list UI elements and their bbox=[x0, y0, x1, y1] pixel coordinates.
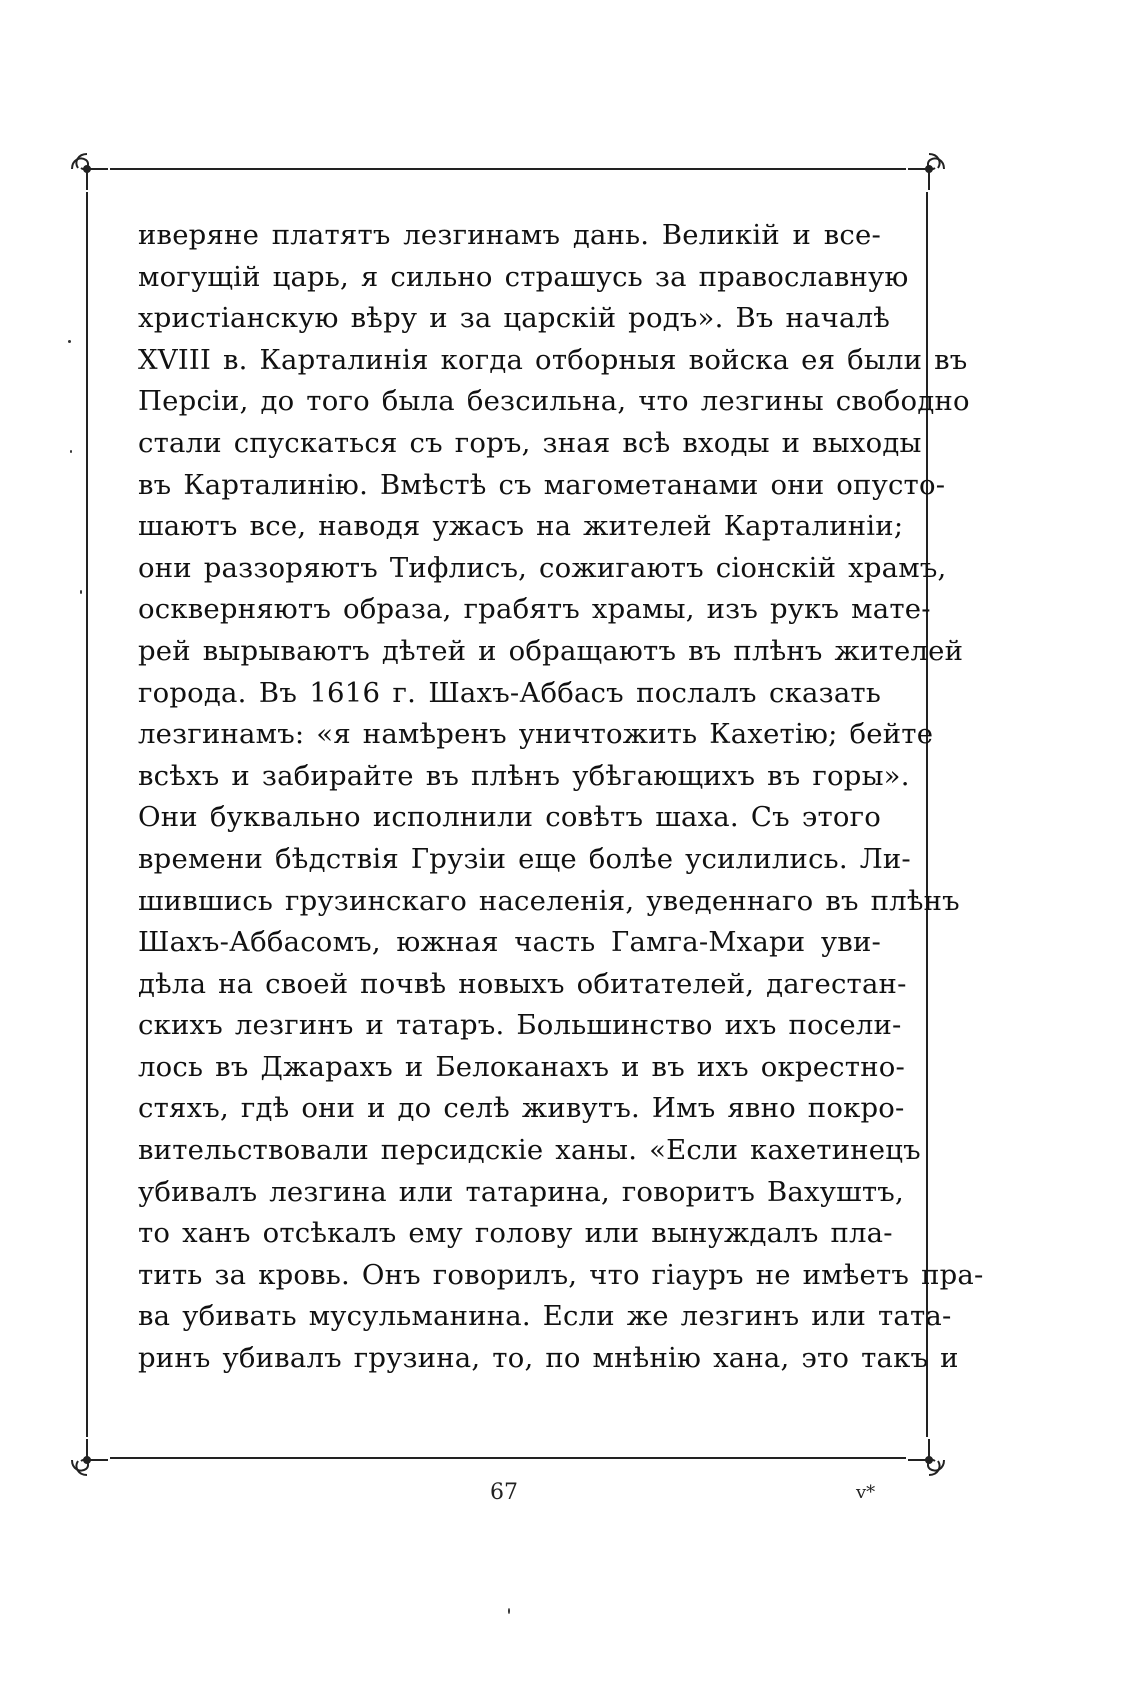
corner-ornament-icon bbox=[906, 146, 952, 192]
text-line: въ Карталинію. Вмѣстѣ съ магометанами они опусто- bbox=[138, 468, 946, 501]
text-line: то ханъ отсѣкалъ ему голову или вынуждалъ пла- bbox=[138, 1217, 893, 1250]
ink-speck bbox=[68, 340, 71, 343]
text-line: Персіи, до того была безсильна, что лезгины свободно bbox=[138, 385, 970, 418]
text-line: рей вырываютъ дѣтей и обращаютъ въ плѣнъ жителей bbox=[138, 634, 964, 667]
ink-speck bbox=[508, 1608, 510, 1614]
text-line: могущій царь, я сильно страшусь за православную bbox=[138, 260, 909, 293]
text-line: шившись грузинскаго населенія, уведеннаго въ плѣнъ bbox=[138, 884, 960, 917]
text-line: стали спускаться съ горъ, зная всѣ входы и выходы bbox=[138, 426, 922, 459]
text-line: убивалъ лезгина или татарина, говоритъ Вахуштъ, bbox=[138, 1175, 904, 1208]
text-line: всѣхъ и забирайте въ плѣнъ убѣгающихъ въ горы». bbox=[138, 759, 910, 792]
text-line: вительствовали персидскіе ханы. «Если кахетинецъ bbox=[138, 1134, 921, 1167]
text-line: XVIII в. Карталинія когда отборныя войска ея были въ bbox=[138, 343, 968, 376]
text-line: ринъ убивалъ грузина, то, по мнѣнію хана, это такъ и bbox=[138, 1342, 959, 1375]
text-line: дѣла на своей почвѣ новыхъ обитателей, дагестан- bbox=[138, 967, 907, 1000]
text-line: времени бѣдствія Грузіи еще болѣе усилились. Ли- bbox=[138, 842, 911, 875]
text-line: иверяне платятъ лезгинамъ дань. Великій и все- bbox=[138, 219, 881, 251]
corner-ornament-icon bbox=[906, 1437, 952, 1483]
text-line: шаютъ все, наводя ужасъ на жителей Карталиніи; bbox=[138, 510, 904, 543]
page-number: 67 bbox=[490, 1480, 518, 1505]
ink-speck bbox=[80, 590, 82, 594]
text-line: тить за кровь. Онъ говорилъ, что гіауръ не имѣетъ пра- bbox=[138, 1258, 984, 1291]
text-line: христіанскую вѣру и за царскій родъ». Въ началѣ bbox=[138, 302, 891, 335]
text-line: оскверняютъ образа, грабятъ храмы, изъ рукъ мате- bbox=[138, 593, 931, 626]
text-line: лось въ Джарахъ и Белоканахъ и въ ихъ окрестно- bbox=[138, 1050, 905, 1083]
text-line: Шахъ-Аббасомъ, южная часть Гамга-Мхари уви- bbox=[138, 926, 881, 959]
text-line: ва убивать мусульманина. Если же лезгинъ или тата- bbox=[138, 1300, 952, 1333]
text-line: они раззоряютъ Тифлисъ, сожигаютъ сіонскій храмъ, bbox=[138, 551, 947, 584]
text-line: лезгинамъ: «я намѣренъ уничтожить Кахетію; бейте bbox=[138, 718, 934, 751]
corner-ornament-icon bbox=[64, 1437, 110, 1483]
body-text bbox=[138, 215, 984, 1380]
text-line: стяхъ, гдѣ они и до селѣ живутъ. Имъ явно покро- bbox=[138, 1092, 905, 1125]
text-line: скихъ лезгинъ и татаръ. Большинство ихъ посели- bbox=[138, 1009, 902, 1042]
signature-mark: v* bbox=[856, 1482, 876, 1503]
corner-ornament-icon bbox=[64, 146, 110, 192]
text-line: города. Въ 1616 г. Шахъ-Аббасъ послалъ сказать bbox=[138, 676, 881, 709]
text-line: Они буквально исполнили совѣтъ шаха. Съ этого bbox=[138, 801, 881, 834]
ink-speck bbox=[70, 450, 72, 453]
